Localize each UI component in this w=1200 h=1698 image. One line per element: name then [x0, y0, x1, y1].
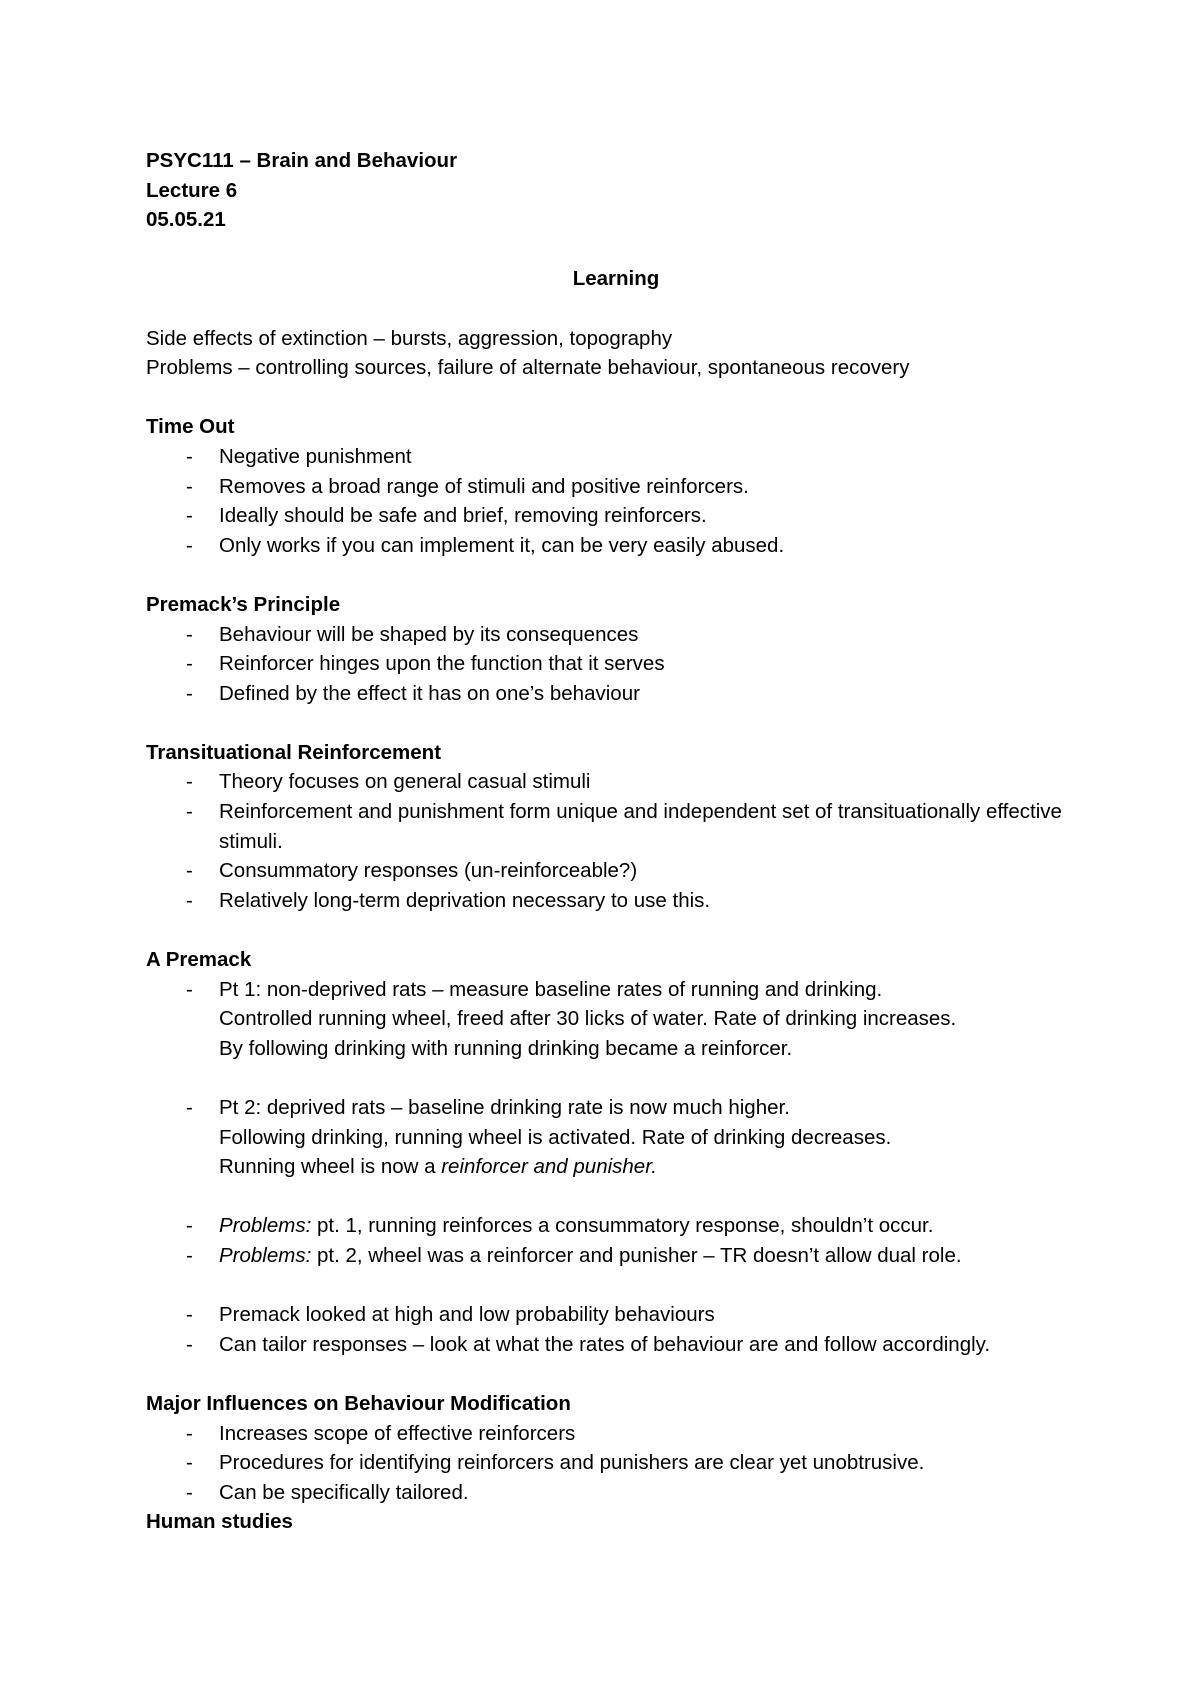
bullet-dash: -: [186, 681, 193, 705]
list-item: - Reinforcement and punishment form unique and independent set of transituationally effective stimuli.: [146, 797, 1086, 856]
list-item: - Removes a broad range of stimuli and positive reinforcers.: [146, 472, 1086, 502]
transituational-list: [146, 767, 1086, 915]
pt1-continuation-line: Controlled running wheel, freed after 30 licks of water. Rate of drinking increases.: [219, 1007, 957, 1031]
problems-label: Problems:: [219, 1214, 312, 1238]
list-item: - Problems: pt. 2, wheel was a reinforcer and punisher – TR doesn’t allow dual role.: [146, 1241, 1086, 1271]
list-item: - Can tailor responses – look at what the rates of behaviour are and follow accordingly.: [146, 1330, 1086, 1360]
bullet-dash: -: [186, 474, 193, 498]
list-item: - Theory focuses on general casual stimuli: [146, 767, 1086, 797]
list-item: - Reinforcer hinges upon the function that it serves: [146, 649, 1086, 679]
pt2-continuation-line: Following drinking, running wheel is activated. Rate of drinking decreases.: [219, 1125, 892, 1149]
intro-line-problems: Problems – controlling sources, failure of alternate behaviour, spontaneous recovery: [146, 356, 910, 380]
list-item: - Negative punishment: [146, 442, 1086, 472]
bullet-dash: -: [186, 622, 193, 646]
section-heading-time-out: Time Out: [146, 415, 235, 439]
pt2-continuation-line: Running wheel is now a reinforcer and punisher.: [219, 1155, 657, 1179]
lecture-date: 05.05.21: [146, 208, 226, 232]
bullet-dash: -: [186, 770, 193, 794]
bullet-dash: -: [186, 504, 193, 528]
list-item: - Ideally should be safe and brief, removing reinforcers.: [146, 501, 1086, 531]
bullet-dash: -: [186, 1480, 193, 1504]
list-item: - Procedures for identifying reinforcers and punishers are clear yet unobtrusive.: [146, 1448, 1086, 1478]
italic-phrase: reinforcer and punisher.: [441, 1155, 657, 1179]
bullet-dash: -: [186, 1214, 193, 1238]
bullet-dash: -: [186, 444, 193, 468]
major-influences-list: [146, 1419, 1086, 1508]
premacks-principle-list: [146, 620, 1086, 709]
bullet-dash: -: [186, 1421, 193, 1445]
document-title: Learning: [572, 267, 660, 291]
list-item: - Consummatory responses (un-reinforceable?): [146, 856, 1086, 886]
bullet-dash: -: [186, 1451, 193, 1475]
list-item: - Increases scope of effective reinforcers: [146, 1419, 1086, 1449]
list-item: - Can be specifically tailored.: [146, 1478, 1086, 1508]
document-page: [146, 146, 1086, 1537]
list-item: - Only works if you can implement it, can be very easily abused.: [146, 531, 1086, 561]
section-heading-a-premack: A Premack: [146, 948, 252, 972]
list-item: - Premack looked at high and low probability behaviours: [146, 1300, 1086, 1330]
bullet-dash: -: [186, 1303, 193, 1327]
list-item: - Problems: pt. 1, running reinforces a consummatory response, shouldn’t occur.: [146, 1211, 1086, 1241]
bullet-dash: -: [186, 1243, 193, 1267]
intro-line-side-effects: Side effects of extinction – bursts, aggression, topography: [146, 326, 673, 350]
bullet-dash: -: [186, 888, 193, 912]
section-heading-transituational: Transituational Reinforcement: [146, 740, 442, 764]
section-heading-premacks-principle: Premack’s Principle: [146, 592, 341, 616]
pt1-continuation-line: By following drinking with running drinking became a reinforcer.: [219, 1036, 793, 1060]
list-item: - Defined by the effect it has on one’s behaviour: [146, 679, 1086, 709]
lecture-number: Lecture 6: [146, 178, 238, 202]
bullet-dash: -: [186, 800, 193, 824]
bullet-dash: -: [186, 859, 193, 883]
course-title: PSYC111 – Brain and Behaviour: [146, 149, 458, 172]
list-item: - Behaviour will be shaped by its consequences: [146, 620, 1086, 650]
bullet-dash: -: [186, 533, 193, 557]
list-item: - Relatively long-term deprivation necessary to use this.: [146, 886, 1086, 916]
section-heading-major-influences: Major Influences on Behaviour Modification: [146, 1391, 571, 1415]
list-item: - Pt 2: deprived rats – baseline drinking rate is now much higher.: [146, 1093, 1086, 1123]
list-item: - Pt 1: non-deprived rats – measure baseline rates of running and drinking.: [146, 975, 1086, 1005]
problems-label: Problems:: [219, 1243, 312, 1267]
bullet-dash: -: [186, 1096, 193, 1119]
time-out-list: [146, 442, 1086, 560]
a-premack-problems-list: [146, 1211, 1086, 1270]
a-premack-more-list: [146, 1300, 1086, 1359]
bullet-dash: -: [186, 1332, 193, 1356]
a-premack-pt2-list: [146, 1093, 1086, 1123]
bullet-dash: -: [186, 977, 193, 1001]
section-heading-human-studies: Human studies: [146, 1510, 293, 1534]
bullet-dash: -: [186, 652, 193, 676]
a-premack-pt1-list: [146, 975, 1086, 1005]
